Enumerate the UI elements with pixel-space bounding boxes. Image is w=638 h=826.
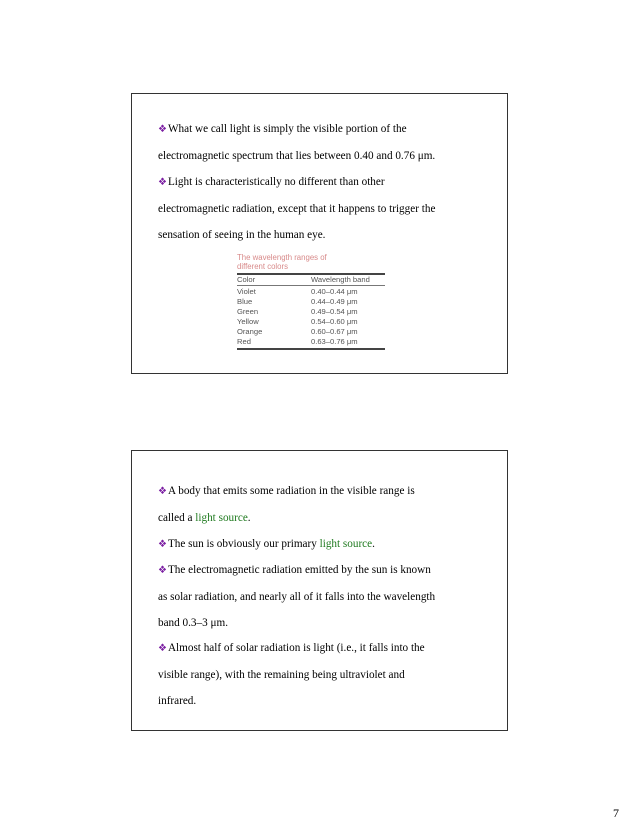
text-line: sensation of seeing in the human eye.: [158, 229, 326, 241]
diamond-bullet-icon: ❖: [158, 486, 167, 497]
highlight-term: light source: [319, 538, 373, 550]
table-row: [237, 287, 385, 297]
text-line: What we call light is simply the visible portion of the: [167, 123, 407, 135]
table-cell-band: 0.49–0.54 μm: [311, 307, 358, 316]
paragraph-light-definition: [158, 116, 498, 169]
highlight-term: light source: [195, 512, 248, 524]
text-line: The electromagnetic radiation emitted by the sun is known: [167, 564, 431, 576]
text-fragment: The sun is obviously our primary: [167, 538, 320, 550]
table-cell-color: Orange: [237, 327, 263, 336]
table-cell-color: Blue: [237, 297, 253, 306]
text-line: A body that emits some radiation in the visible range is: [167, 485, 415, 497]
table-cell-band: 0.63–0.76 μm: [311, 337, 358, 346]
paragraph-solar-radiation: [158, 557, 498, 636]
table-cell-band: 0.40–0.44 μm: [311, 287, 358, 296]
table-row: [237, 327, 385, 337]
wavelength-table: [237, 253, 385, 365]
text-line: visible range), with the remaining being ultraviolet and: [158, 669, 405, 681]
paragraph-light-source: [158, 478, 498, 531]
table-cell-band: 0.54–0.60 μm: [311, 317, 358, 326]
text-line: infrared.: [158, 695, 197, 707]
text-line: band 0.3–3 μm.: [158, 617, 229, 629]
slide-2: [131, 450, 508, 731]
table-cell-band: 0.60–0.67 μm: [311, 327, 358, 336]
text-line: Almost half of solar radiation is light (i.e., it falls into the: [167, 642, 425, 654]
table-title-line: The wavelength ranges of: [237, 253, 327, 262]
table-row: [237, 297, 385, 307]
diamond-bullet-icon: ❖: [158, 124, 167, 135]
table-cell-color: Violet: [237, 287, 256, 296]
table-header-color: Color: [237, 275, 256, 284]
table-row: [237, 337, 385, 347]
text-fragment: .: [372, 538, 375, 550]
table-rule: [237, 285, 385, 286]
table-row: [237, 307, 385, 317]
diamond-bullet-icon: ❖: [158, 643, 167, 654]
text-line: as solar radiation, and nearly all of it falls into the wavelength: [158, 591, 436, 603]
text-fragment: called a: [158, 512, 196, 524]
page-number: 7: [613, 806, 619, 820]
table-cell-color: Red: [237, 337, 251, 346]
paragraph-sun-source: [158, 531, 498, 558]
diamond-bullet-icon: ❖: [158, 565, 167, 576]
table-rule: [237, 348, 385, 350]
text-fragment: .: [247, 512, 251, 524]
diamond-bullet-icon: ❖: [158, 177, 167, 188]
paragraph-light-characteristics: [158, 169, 498, 248]
slide-1: [131, 93, 508, 374]
paragraph-solar-light: [158, 635, 498, 714]
text-line: electromagnetic spectrum that lies between 0.40 and 0.76 μm.: [158, 150, 436, 162]
table-cell-color: Green: [237, 307, 259, 316]
diamond-bullet-icon: ❖: [158, 539, 167, 550]
text-line: electromagnetic radiation, except that it happens to trigger the: [158, 203, 436, 215]
text-line: Light is characteristically no different than other: [167, 176, 385, 188]
table-body: [237, 287, 385, 347]
table-row: [237, 317, 385, 327]
table-title-line: different colors: [237, 262, 288, 271]
table-cell-band: 0.44–0.49 μm: [311, 297, 358, 306]
table-cell-color: Yellow: [237, 317, 259, 326]
table-header-band: Wavelength band: [311, 275, 370, 284]
